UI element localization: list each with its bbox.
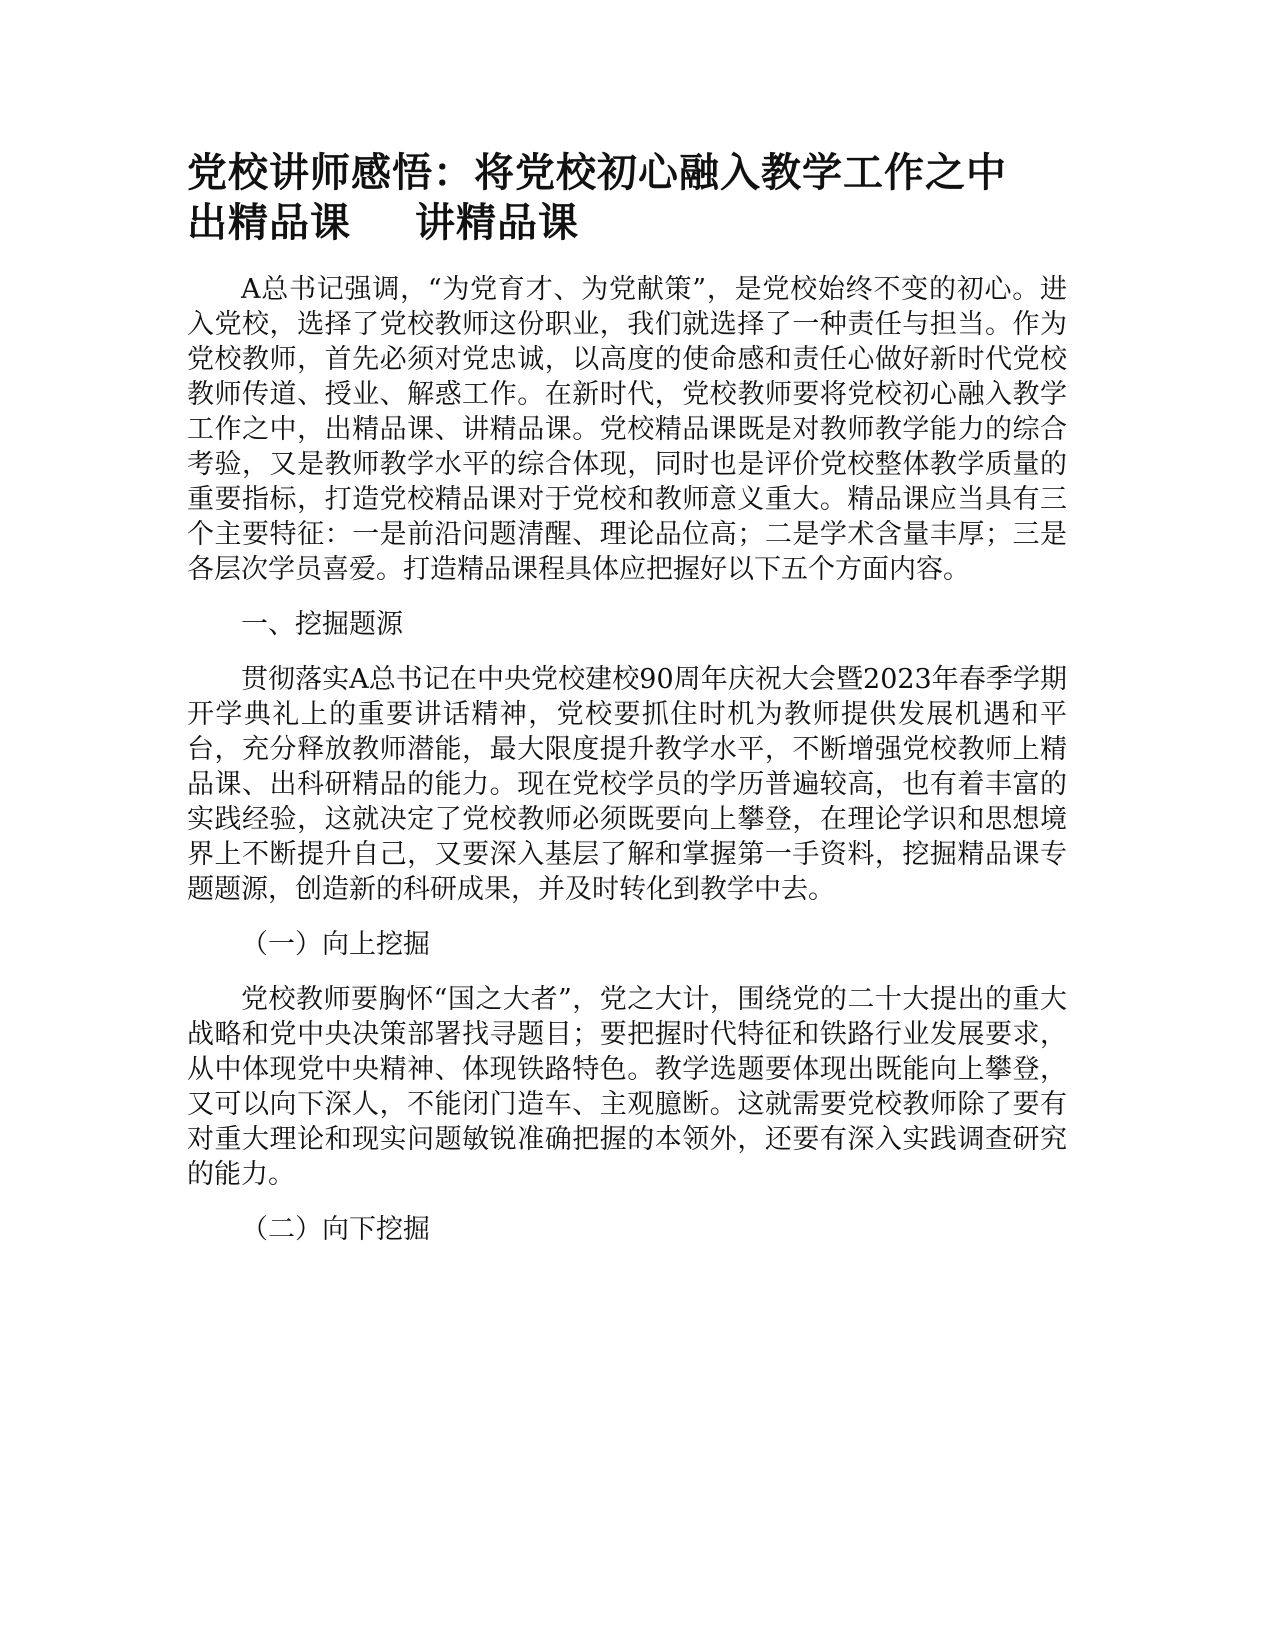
document-body xyxy=(187,272,1067,1247)
subsection-heading-1: （一）向上挖掘 xyxy=(241,929,430,960)
subsection-heading-2: （二）向下挖掘 xyxy=(241,1214,430,1245)
document-page xyxy=(187,148,1067,1267)
paragraph-section-1: 贯彻落实A总书记在中央党校建校90周年庆祝大会暨2023年春季学期开学典礼上的重要讲话精神，党校要抓住时机为教师提供发展机遇和平台，充分释放教师潜能，最大限度提升教学水平，不断增强党校教师上精品课、出科研精品的能力。现在党校学员的学历普遍较高，也有着丰富的实践经验，这就决定了党校教师必须既要向上攀登，在理论学识和思想境界上不断提升自己，又要深入基层了解和掌握第一手资料，挖掘精品课专题题源，创造新的科研成果，并及时转化到教学中去。 xyxy=(187,664,1067,905)
title-part-2: 讲精品课 xyxy=(415,200,579,246)
title-line-1: 党校讲师感悟：将党校初心融入教学工作之中 xyxy=(187,150,1007,196)
paragraph-subsection-1: 党校教师要胸怀“国之大者”，党之大计，围绕党的二十大提出的重大战略和党中央决策部署找寻题目；要把握时代特征和铁路行业发展要求，从中体现党中央精神、体现铁路特色。教学选题要体现出既能向上攀登，又可以向下深人，不能闭门造车、主观臆断。这就需要党校教师除了要有对重大理论和现实问题敏锐准确把握的本领外，还要有深入实践调查研究的能力。 xyxy=(187,984,1067,1190)
document-title xyxy=(187,148,1067,248)
title-line-2 xyxy=(187,198,1067,248)
title-part-1: 出精品课 xyxy=(187,200,351,246)
paragraph-intro: A总书记强调，“为党育才、为党献策”，是党校始终不变的初心。进入党校，选择了党校教师这份职业，我们就选择了一种责任与担当。作为党校教师，首先必须对党忠诚，以高度的使命感和责任心做好新时代党校教师传道、授业、解惑工作。在新时代，党校教师要将党校初心融入教学工作之中，出精品课、讲精品课。党校精品课既是对教师教学能力的综合考验，又是教师教学水平的综合体现，同时也是评价党校整体教学质量的重要指标，打造党校精品课对于党校和教师意义重大。精品课应当具有三个主要特征：一是前沿问题清醒、理论品位高；二是学术含量丰厚；三是各层次学员喜爱。打造精品课程具体应把握好以下五个方面内容。 xyxy=(187,274,1067,585)
section-heading-1: 一、挖掘题源 xyxy=(241,609,403,640)
